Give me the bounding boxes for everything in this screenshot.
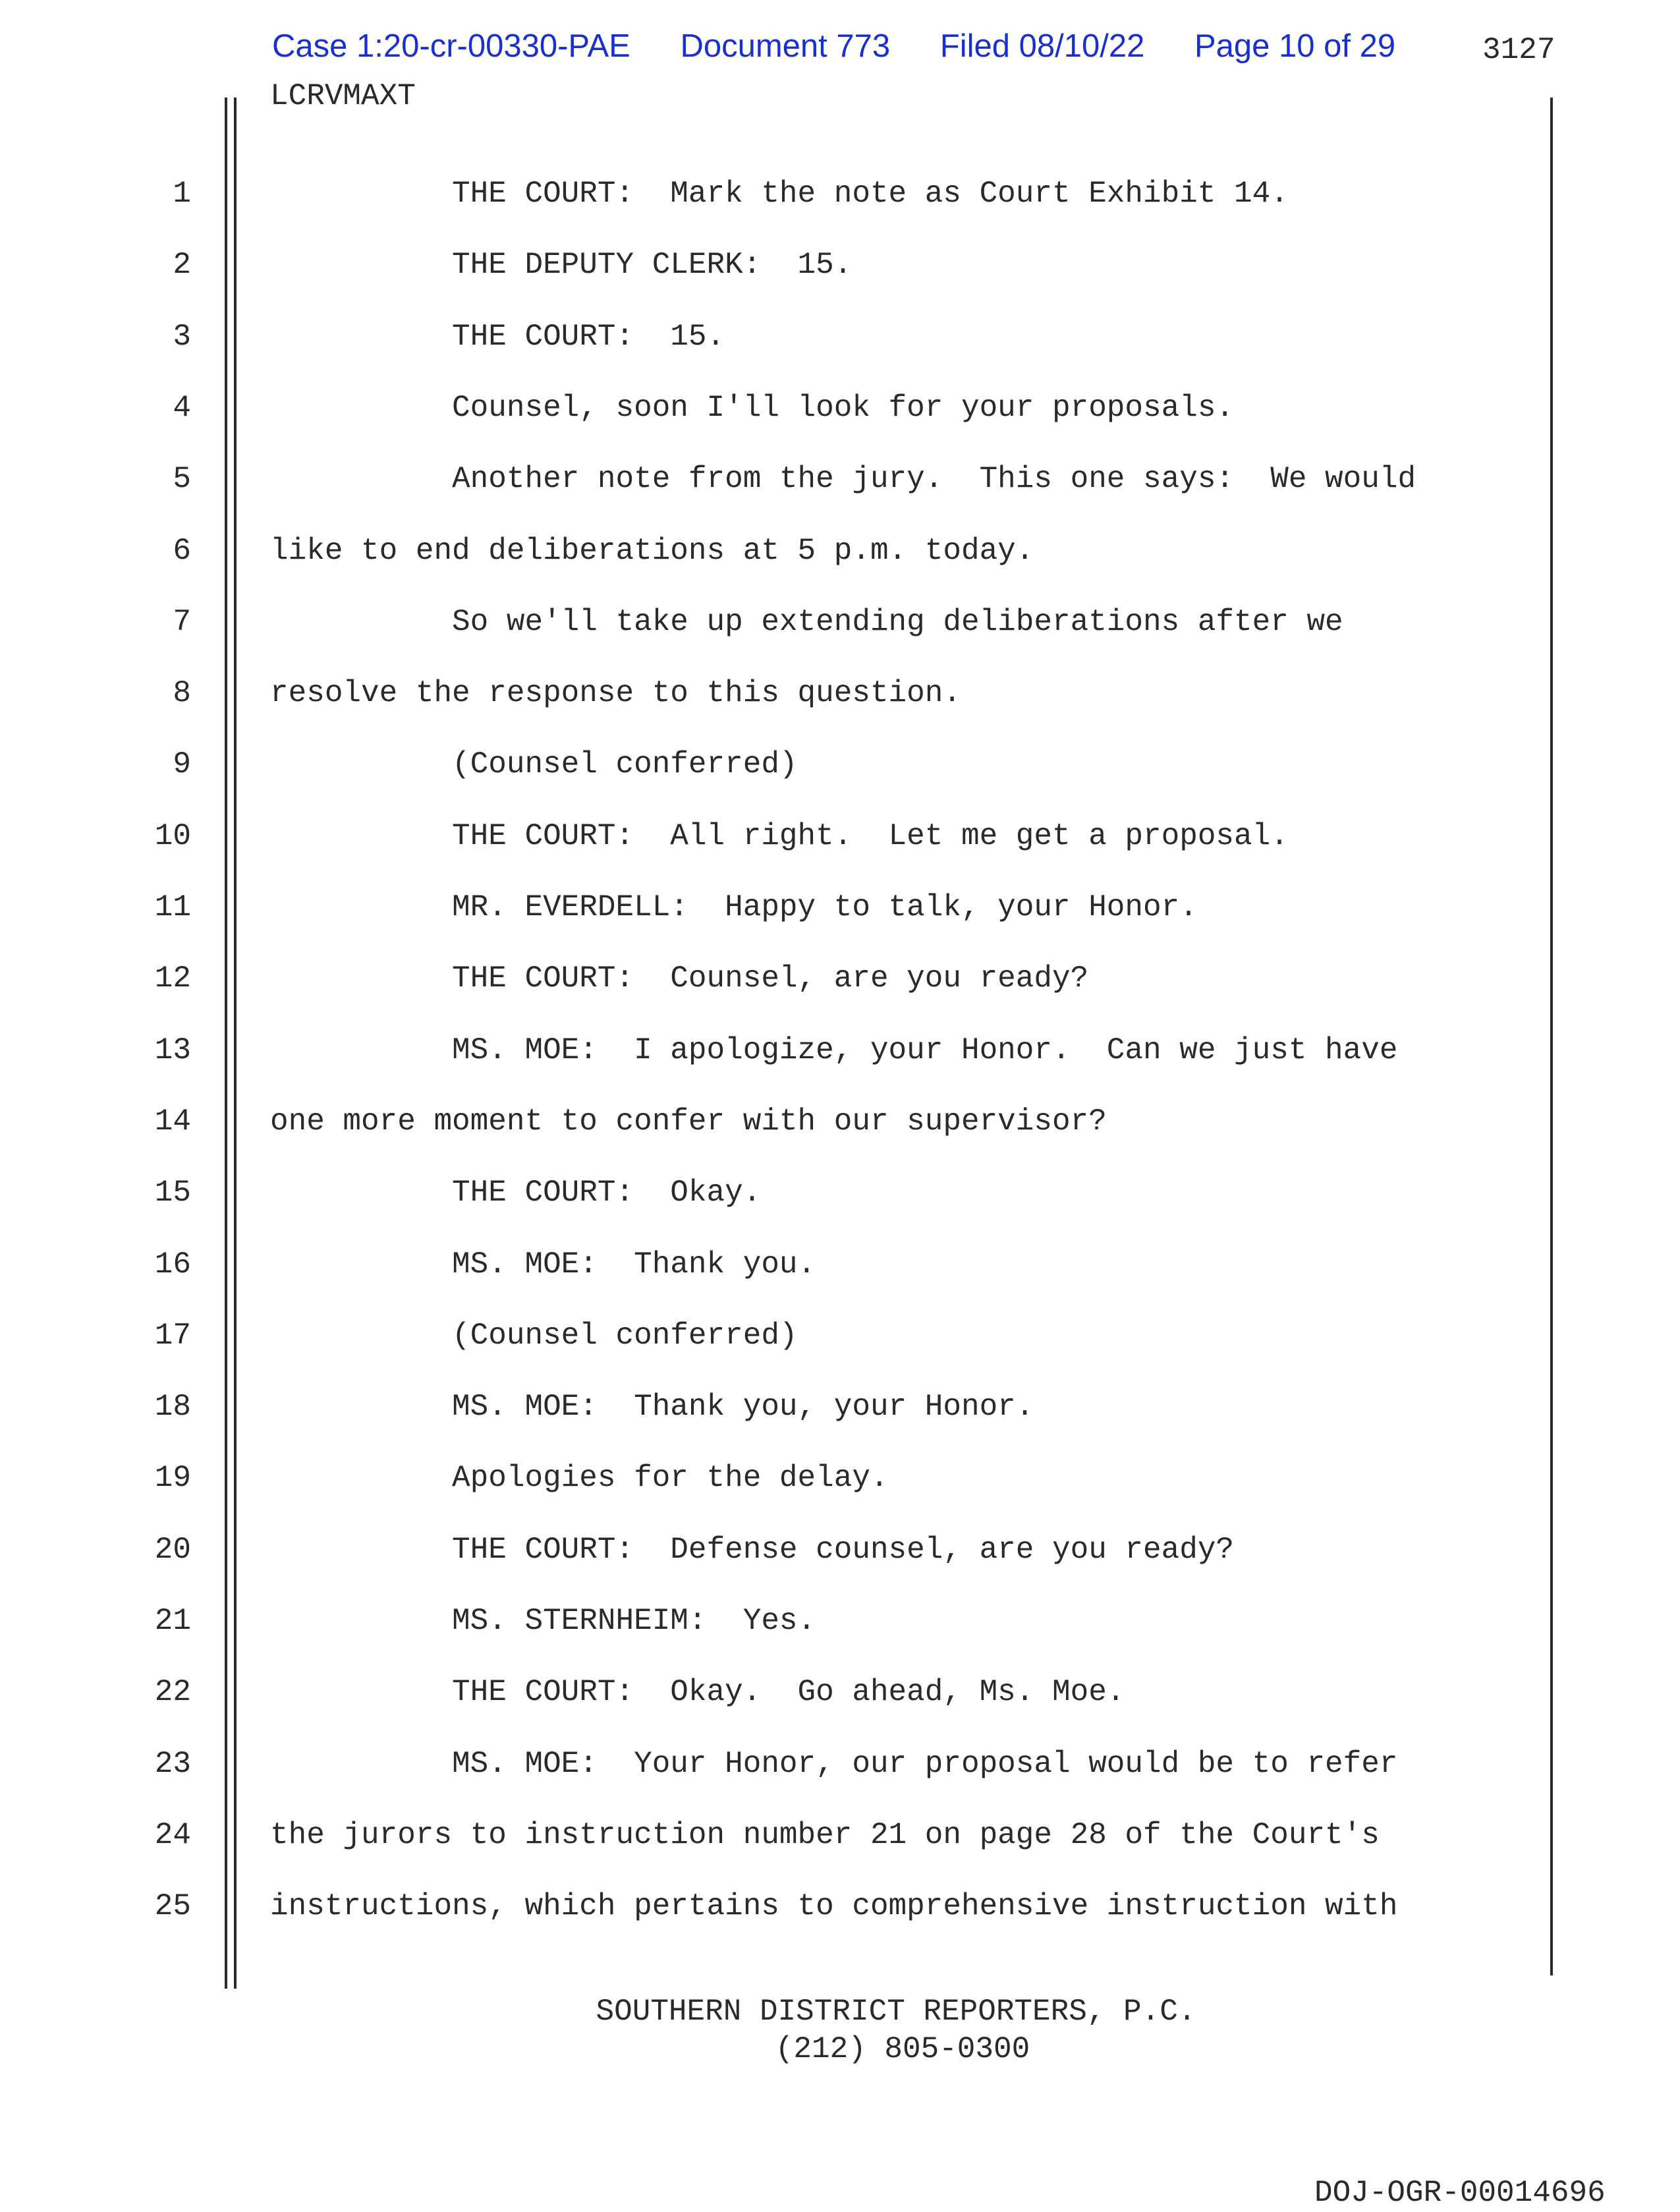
line-number: 14	[154, 1104, 191, 1139]
line-number: 5	[173, 462, 191, 496]
line-number: 6	[173, 534, 191, 568]
transcript-line: THE COURT: 15.	[270, 320, 725, 354]
transcript-line: MS. MOE: I apologize, your Honor. Can we just have	[270, 1033, 1398, 1067]
transcript-line: MS. STERNHEIM: Yes.	[270, 1604, 816, 1638]
left-margin-rule-outer	[225, 98, 227, 1989]
line-number: 22	[154, 1675, 191, 1709]
line-number: 1	[173, 177, 191, 211]
left-margin-rule-inner	[234, 98, 237, 1989]
line-number: 8	[173, 676, 191, 710]
transcript-line: one more moment to confer with our supervisor?	[270, 1104, 1107, 1139]
line-number: 13	[154, 1033, 191, 1067]
transcript-line: MR. EVERDELL: Happy to talk, your Honor.	[270, 890, 1198, 924]
line-number: 25	[154, 1889, 191, 1923]
transcript-line: THE COURT: Counsel, are you ready?	[270, 961, 1089, 996]
line-number: 10	[154, 819, 191, 853]
transcript-page-number: 3127	[1482, 33, 1555, 67]
line-number: 24	[154, 1818, 191, 1852]
line-number: 9	[173, 747, 191, 781]
line-number: 2	[173, 248, 191, 282]
document-number: Document 773	[680, 28, 891, 64]
transcript-line: (Counsel conferred)	[270, 1319, 798, 1353]
transcript-line: THE COURT: Mark the note as Court Exhibit 14.	[270, 177, 1289, 211]
transcript-line: MS. MOE: Thank you.	[270, 1247, 816, 1282]
line-number: 4	[173, 391, 191, 425]
case-number: Case 1:20-cr-00330-PAE	[272, 28, 630, 64]
line-number: 19	[154, 1461, 191, 1495]
transcript-line: (Counsel conferred)	[270, 747, 798, 781]
transcript-line: THE COURT: Defense counsel, are you ready?	[270, 1533, 1235, 1567]
filed-date: Filed 08/10/22	[939, 28, 1145, 64]
transcript-line: MS. MOE: Thank you, your Honor.	[270, 1390, 1034, 1424]
line-number: 15	[154, 1176, 191, 1210]
transcript-line: instructions, which pertains to comprehensive instruction with	[270, 1889, 1398, 1923]
transcript-line: Counsel, soon I'll look for your proposals.	[270, 391, 1235, 425]
reporter-name: SOUTHERN DISTRICT REPORTERS, P.C.	[596, 1995, 1196, 2029]
transcript-line: resolve the response to this question.	[270, 676, 961, 710]
line-number: 21	[154, 1604, 191, 1638]
transcript-line: like to end deliberations at 5 p.m. today.	[270, 534, 1034, 568]
line-number: 17	[154, 1319, 191, 1353]
transcript-line: Another note from the jury. This one says: We would	[270, 462, 1416, 496]
transcript-line: THE COURT: All right. Let me get a proposal.	[270, 819, 1289, 853]
line-number: 11	[154, 890, 191, 924]
transcript-line: So we'll take up extending deliberations after we	[270, 605, 1343, 639]
line-number: 7	[173, 605, 191, 639]
line-number: 12	[154, 961, 191, 996]
transcript-line: Apologies for the delay.	[270, 1461, 889, 1495]
transcript-line: THE COURT: Okay.	[270, 1176, 762, 1210]
reporter-code: LCRVMAXT	[270, 79, 416, 113]
reporter-phone: (212) 805-0300	[775, 2032, 1030, 2066]
line-number: 3	[173, 320, 191, 354]
line-number: 16	[154, 1247, 191, 1282]
transcript-line: THE COURT: Okay. Go ahead, Ms. Moe.	[270, 1675, 1125, 1709]
transcript-line: MS. MOE: Your Honor, our proposal would be to refer	[270, 1747, 1398, 1781]
transcript-line: THE DEPUTY CLERK: 15.	[270, 248, 853, 282]
filing-header	[272, 28, 1395, 65]
bates-number: DOJ-OGR-00014696	[1314, 2176, 1606, 2210]
line-number: 18	[154, 1390, 191, 1424]
line-number: 23	[154, 1747, 191, 1781]
page-of-total: Page 10 of 29	[1194, 28, 1396, 64]
right-margin-rule	[1550, 98, 1553, 1975]
transcript-line: the jurors to instruction number 21 on page 28 of the Court's	[270, 1818, 1380, 1852]
line-number: 20	[154, 1533, 191, 1567]
